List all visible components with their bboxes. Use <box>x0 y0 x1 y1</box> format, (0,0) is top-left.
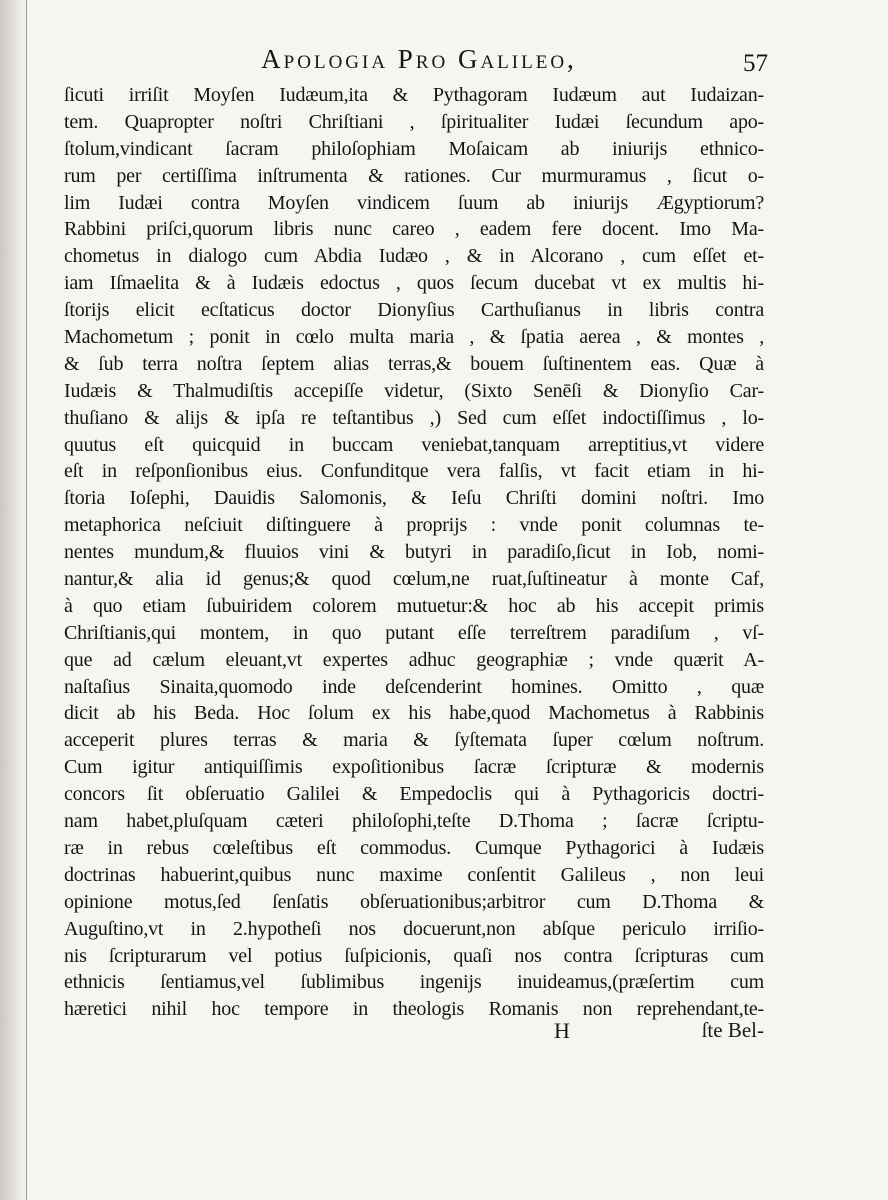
text-line: iam Iſmaelita & à Iudæis edoctus , quos ſecum ducebat vt ex multis hi- <box>64 272 764 295</box>
page-header <box>60 44 778 84</box>
text-line: que ad cælum eleuant,vt expertes adhuc geographiæ ; vnde quærit A- <box>64 648 764 671</box>
text-line: ſtorijs elicit ecſtaticus doctor Dionyſius Carthuſianus in libris contra <box>64 299 764 322</box>
signature-mark: H <box>554 1018 570 1043</box>
text-line: nam habet,pluſquam cæteri philoſophi,teſte D.Thoma ; ſacræ ſcriptu- <box>64 810 764 833</box>
text-line: Chriſtianis,qui montem, in quo putant eſſe terreſtrem paradiſum , vſ- <box>64 621 764 644</box>
text-line: Cum igitur antiquiſſimis expoſitionibus ſacræ ſcripturæ & modernis <box>64 756 764 779</box>
text-line: concors ſit obſeruatio Galilei & Empedoclis qui à Pythagoricis doctri- <box>64 783 764 806</box>
text-line: thuſiano & alijs & ipſa re teſtantibus ,) Sed cum eſſet indoctiſſimus , lo- <box>64 406 764 429</box>
text-line: metaphorica neſciuit diſtinguere à proprijs : vnde ponit columnas te- <box>64 514 764 537</box>
text-line: chometus in dialogo cum Abdia Iudæo , & in Alcorano , cum eſſet et- <box>64 245 764 268</box>
text-line: ſtolum,vindicant ſacram philoſophiam Moſaicam ab iniurijs ethnico- <box>64 137 764 160</box>
text-line: Auguſtino,vt in 2.hypotheſi nos docuerunt,non abſque periculo irriſio- <box>64 917 764 940</box>
text-line: dicit ab his Beda. Hoc ſolum ex his habe,quod Machometus à Rabbinis <box>64 702 764 725</box>
text-line: ſtoria Ioſephi, Dauidis Salomonis, & Ieſu Chriſti domini noſtri. Imo <box>64 487 764 510</box>
page-footer <box>64 1018 764 1048</box>
binding-shadow <box>0 0 28 1200</box>
text-line: & ſub terra noſtra ſeptem alias terras,& bouem ſuſtinentem eas. Quæ à <box>64 352 764 375</box>
catchword: ſte Bel- <box>701 1018 764 1042</box>
text-line: ſicuti irriſit Moyſen Iudæum,ita & Pythagoram Iudæum aut Iudaizan- <box>64 84 764 106</box>
text-line: hæretici nihil hoc tempore in theologis Romanis non reprehendant,te- <box>64 998 764 1021</box>
text-line: Rabbini priſci,quorum libris nunc careo , eadem fere docent. Imo Ma- <box>64 218 764 241</box>
text-line: acceperit plures terras & maria & ſyſtemata ſuper cœlum noſtrum. <box>64 729 764 752</box>
text-line: eſt in reſponſionibus eius. Confunditque vera falſis, vt facit etiam in hi- <box>64 460 764 483</box>
text-line: tem. Quapropter noſtri Chriſtiani , ſpiritualiter Iudæi ſecundum apo- <box>64 110 764 133</box>
text-line: ethnicis ſentiamus,vel ſublimibus ingenijs inuideamus,(præſertim cum <box>64 971 764 994</box>
text-line: nentes mundum,& fluuios vini & butyri in paradiſo,ſicut in Iob, nomi- <box>64 541 764 564</box>
text-line: Iudæis & Thalmudiſtis accepiſſe videtur, (Sixto Senēſi & Dionyſio Car- <box>64 379 764 402</box>
page-number: 57 <box>743 50 768 77</box>
binding-gutter-line <box>26 0 27 1200</box>
text-line: lim Iudæi contra Moyſen vindicem ſuum ab iniurijs Ægyptiorum? <box>64 191 764 214</box>
text-line: à quo etiam ſubuiridem colorem mutuetur:& hoc ab his accepit primis <box>64 594 764 617</box>
text-line: ræ in rebus cœleſtibus eſt commodus. Cumque Pythagorici à Iudæis <box>64 836 764 859</box>
text-line: quutus eſt quicquid in buccam veniebat,tanquam arreptitius,vt videre <box>64 433 764 456</box>
text-line: naſtaſius Sinaita,quomodo inde deſcenderint homines. Omitto , quæ <box>64 675 764 698</box>
running-title: Apologia Pro Galileo, <box>261 44 577 74</box>
text-line: nis ſcripturarum vel potius ſuſpicionis, quaſi nos contra ſcripturas cum <box>64 944 764 967</box>
body-text <box>64 82 764 1023</box>
text-line: rum per certiſſima inſtrumenta & rationes. Cur murmuramus , ſicut o- <box>64 164 764 187</box>
text-line: nantur,& alia id genus;& quod cœlum,ne ruat,ſuſtineatur à monte Caf, <box>64 568 764 591</box>
text-line: doctrinas habuerint,quibus nunc maxime conſentit Galileus , non leui <box>64 863 764 886</box>
text-line: Machometum ; ponit in cœlo multa maria , & ſpatia aerea , & montes , <box>64 326 764 349</box>
text-line: opinione motus,ſed ſenſatis obſeruationibus;arbitror cum D.Thoma & <box>64 890 764 913</box>
